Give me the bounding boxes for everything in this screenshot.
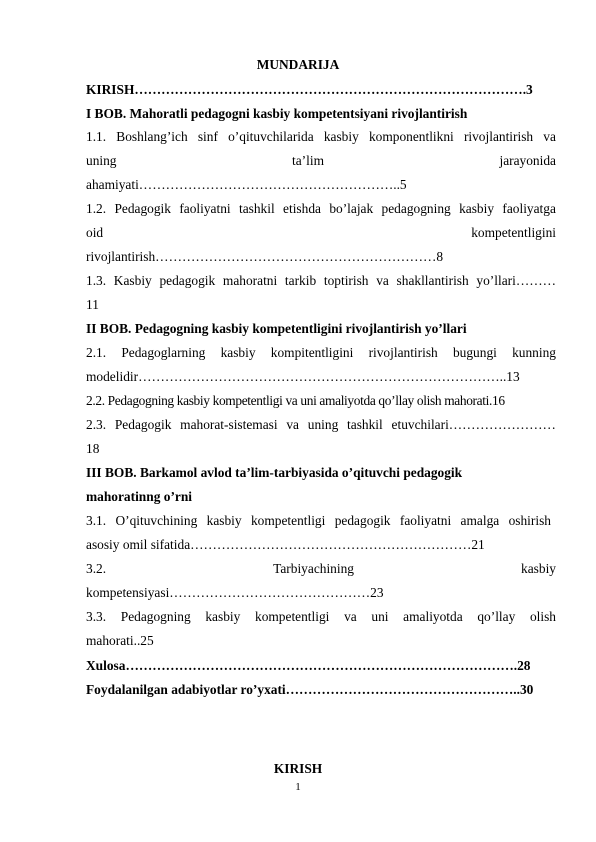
- word: va: [286, 417, 299, 432]
- toc-entry-3-3-line1: [86, 608, 556, 625]
- word: toptirish: [323, 273, 369, 288]
- word: 1.1.: [86, 129, 107, 144]
- word: Pedagogik: [114, 417, 172, 432]
- toc-entry-1-3-line1: [86, 272, 556, 289]
- toc-entry-1-2-line2: [86, 224, 556, 241]
- word: kasbiy: [206, 513, 242, 528]
- word: kompetentligi: [255, 609, 330, 624]
- word: kasbiy: [323, 129, 359, 144]
- toc-entry-3-2-line2: kompetensiyasi………………………………………23: [86, 585, 384, 600]
- toc-entry-2-1-line1: [86, 344, 556, 361]
- word: rivojlantirish: [368, 345, 438, 360]
- page-number: 1: [295, 781, 301, 793]
- word: bugungi: [452, 345, 497, 360]
- word: faoliyatni: [179, 201, 231, 216]
- word: o’qituvchilarida: [228, 129, 314, 144]
- word: kasbiy: [521, 561, 556, 576]
- word: faoliyatga: [502, 201, 556, 216]
- toc-entry-adabiyotlar: Foydalanilgan adabiyotlar ro’yxati……………………………………………..30: [86, 682, 534, 697]
- toc-entry-1-1-line2: [86, 152, 556, 169]
- toc-entry-1-1-line3: ahamiyati…………………………………………………..5: [86, 177, 407, 192]
- word: kompetentligini: [471, 225, 556, 240]
- word: va: [376, 273, 389, 288]
- word: shakllantirish: [396, 273, 469, 288]
- word: pedagogning: [381, 201, 451, 216]
- word: bo’lajak: [329, 201, 374, 216]
- word: Kasbiy: [113, 273, 152, 288]
- word: kompitentligini: [270, 345, 354, 360]
- word: Boshlang’ich: [116, 129, 188, 144]
- word: va: [543, 129, 556, 144]
- word: jarayonida: [499, 153, 556, 168]
- toc-entry-kirish: KIRISH…………………………………………………………………………….3: [86, 82, 533, 97]
- toc-chapter-3-line2: mahoratinng o’rni: [86, 489, 193, 504]
- word: oid: [86, 225, 104, 240]
- word: yo’llari………: [476, 273, 556, 288]
- word: uni: [371, 609, 389, 624]
- word: rivojlantirish: [463, 129, 534, 144]
- word: tashkil: [347, 417, 383, 432]
- word: amalga: [460, 513, 500, 528]
- word: mahorat-sistemasi: [180, 417, 278, 432]
- word: Pedagogning: [120, 609, 191, 624]
- toc-entry-3-1-line2: asosiy omil sifatida………………………………………………………21: [86, 537, 485, 552]
- word: uning: [86, 153, 117, 168]
- toc-entry-2-1-line2: modelidir………………………………………………………………………..13: [86, 369, 520, 384]
- toc-entry-3-2-line1: [86, 560, 556, 577]
- word: olish: [529, 609, 556, 624]
- word: komponentlikni: [368, 129, 454, 144]
- toc-chapter-3-line1: III BOB. Barkamol avlod ta’lim-tarbiyasida o’qituvchi pedagogik: [86, 465, 463, 480]
- toc-entry-3-3-line2: mahorati..25: [86, 633, 154, 648]
- word: kasbiy: [205, 609, 241, 624]
- word: 2.3.: [86, 417, 107, 432]
- word: O’qituvchining: [115, 513, 198, 528]
- word: 3.1.: [86, 513, 107, 528]
- toc-entry-1-2-line1: [86, 200, 556, 217]
- toc-entry-1-3-line2: 11: [86, 297, 99, 312]
- word: qo’llay: [477, 609, 516, 624]
- toc-entry-2-3-line2: 18: [86, 441, 100, 456]
- toc-entry-2-2: 2.2. Pedagogning kasbiy kompetentligi va uni amaliyotda qo’llay olish mahorati.16: [86, 393, 505, 408]
- toc-entry-1-2-line3: rivojlantirish………………………………………………………8: [86, 249, 444, 264]
- word: etuvchilari……………………: [391, 417, 556, 432]
- toc-chapter-1: I BOB. Mahoratli pedagogni kasbiy kompetentsiyani rivojlantirish: [86, 106, 468, 121]
- word: 1.3.: [86, 273, 107, 288]
- word: sinf: [197, 129, 218, 144]
- word: etishda: [283, 201, 321, 216]
- toc-entry-1-1-line1: [86, 128, 556, 145]
- word: kompetentligi: [250, 513, 326, 528]
- word: uning: [307, 417, 339, 432]
- word: tarkib: [284, 273, 317, 288]
- word: pedagogik: [334, 513, 391, 528]
- word: 3.2.: [86, 561, 107, 576]
- word: kunning: [512, 345, 556, 360]
- word: kasbiy: [220, 345, 256, 360]
- toc-heading: MUNDARIJA: [256, 57, 340, 72]
- word: Tarbiyachining: [273, 561, 354, 576]
- word: kasbiy: [459, 201, 495, 216]
- toc-entry-xulosa: Xulosa…………………………………………………………………………….28: [86, 658, 531, 673]
- word: 3.3.: [86, 609, 107, 624]
- word: mahoratni: [222, 273, 278, 288]
- word: ta’lim: [292, 153, 324, 168]
- word: 2.1.: [86, 345, 107, 360]
- toc-entry-2-3-line1: [86, 416, 556, 433]
- word: Pedagogik: [114, 201, 171, 216]
- word: pedagogik: [159, 273, 216, 288]
- toc-chapter-2: II BOB. Pedagogning kasbiy kompetentligini rivojlantirish yo’llari: [86, 321, 467, 336]
- section-heading-kirish: KIRISH: [273, 761, 323, 776]
- toc-entry-3-1-line1: [86, 512, 551, 529]
- word: oshirish: [508, 513, 551, 528]
- word: Pedagoglarning: [121, 345, 206, 360]
- word: tashkil: [238, 201, 275, 216]
- word: 1.2.: [86, 201, 107, 216]
- word: amaliyotda: [403, 609, 463, 624]
- word: faoliyatni: [399, 513, 452, 528]
- word: va: [344, 609, 357, 624]
